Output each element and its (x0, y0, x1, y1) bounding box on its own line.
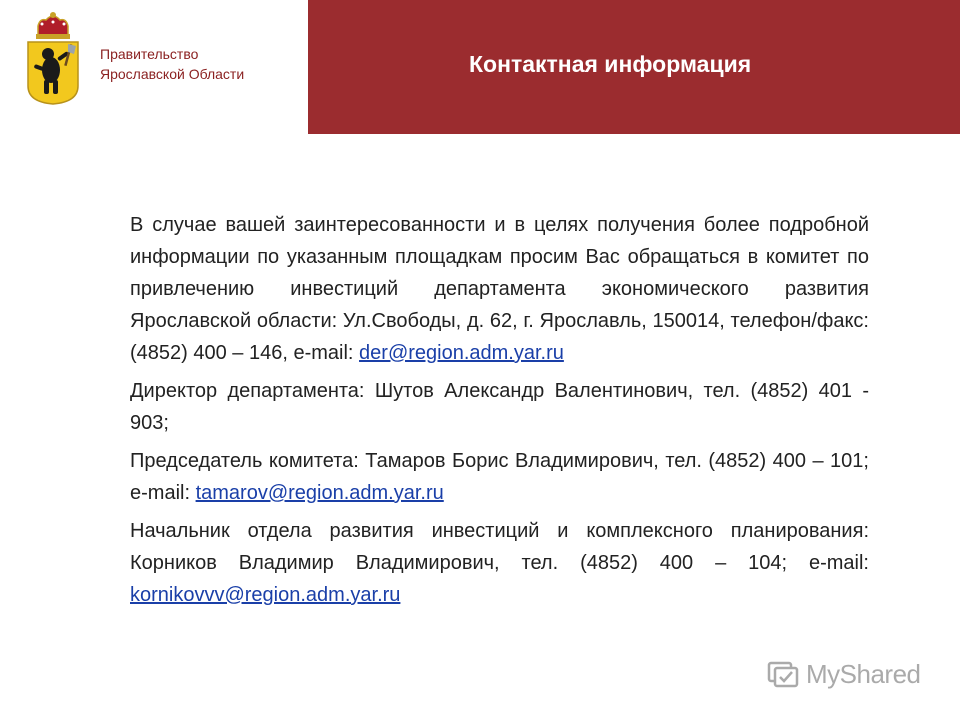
watermark-text: MyShared (806, 658, 921, 689)
email-link-tamarov[interactable]: tamarov@region.adm.yar.ru (195, 482, 444, 504)
page-title: Контактная информация (469, 51, 752, 77)
paragraph-department-head (130, 515, 869, 611)
organization-name-line1: Правительство (100, 46, 199, 62)
paragraph-director (130, 375, 869, 439)
watermark (766, 654, 921, 694)
organization-name (100, 44, 244, 84)
paragraph-chairman (130, 445, 869, 509)
organization-name-line2: Ярославской Области (100, 66, 245, 82)
coat-of-arms-icon (24, 10, 82, 106)
committee-contact-text: В случае вашей заинтересованности и в целях получения более подробной информации по указанным площадкам просим Вас обращаться в комитет по привлечению инвестиций департамента экономического развития Ярославской области: Ул.Свободы, д. 62, г. Ярославль, 150014, телефон/факс: (4852) 400 – 146, e-mail: (130, 214, 869, 364)
watermark-logo-icon (766, 657, 800, 691)
director-text: Директор департамента: Шутов Александр Валентинович, тел. (4852) 401 - 903; (130, 380, 869, 434)
department-head-text: Начальник отдела развития инвестиций и комплексного планирования: Корников Владимир Владимирович, тел. (4852) 400 – 104; e-mail: (130, 520, 869, 574)
contact-content (130, 209, 869, 617)
email-link-der[interactable]: der@region.adm.yar.ru (359, 342, 564, 364)
paragraph-committee-contact (130, 209, 869, 369)
crown-icon (36, 12, 70, 39)
email-link-kornikov[interactable]: kornikovvv@region.adm.yar.ru (130, 584, 401, 606)
chairman-text: Председатель комитета: Тамаров Борис Владимирович, тел. (4852) 400 – 101; e-mail: (130, 450, 869, 504)
